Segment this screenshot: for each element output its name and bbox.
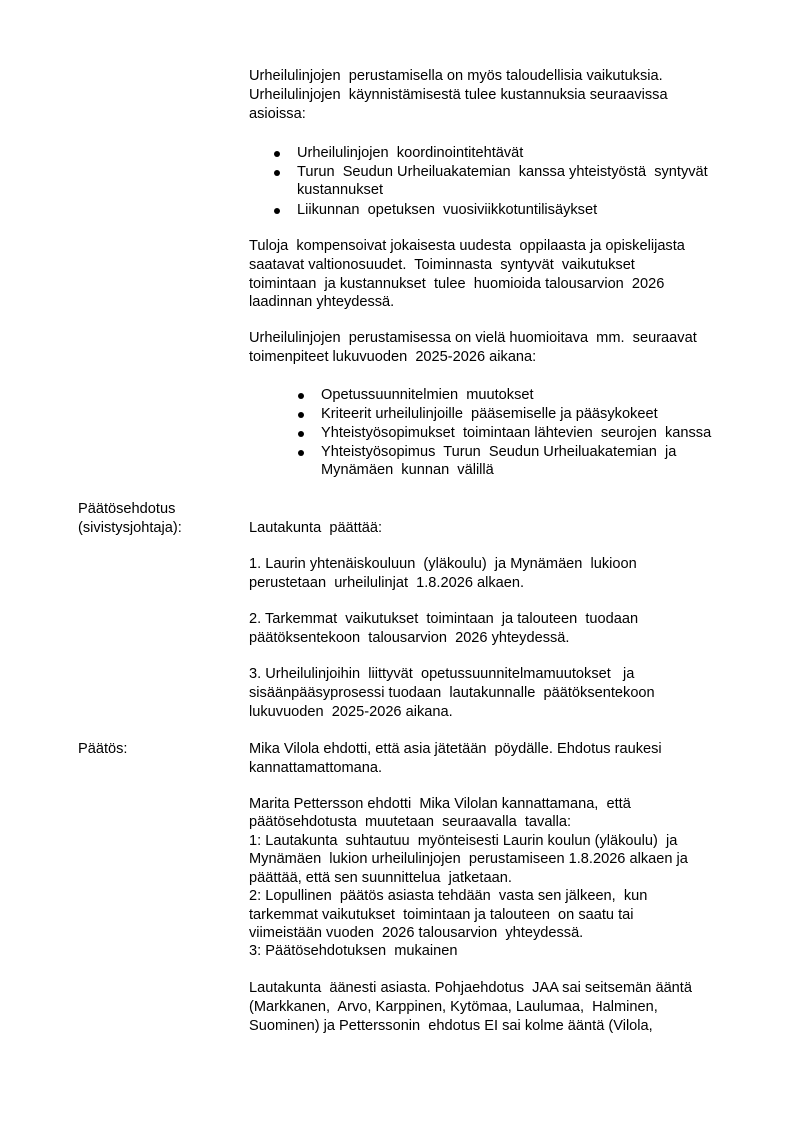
proposal-label: Päätösehdotus: [78, 501, 176, 517]
proposal-point: lukuvuoden 2025-2026 aikana.: [249, 704, 453, 720]
bullet-icon: [274, 208, 280, 214]
paragraph-line: laadinnan yhteydessä.: [249, 294, 395, 310]
decision-line: 1: Lautakunta suhtautuu myönteisesti Laurin koulun (yläkoulu) ja: [249, 833, 678, 849]
proposal-heading: Lautakunta päättää:: [249, 520, 383, 536]
proposal-label: (sivistysjohtaja):: [78, 520, 182, 536]
list-item: Urheilulinjojen koordinointitehtävät: [297, 145, 524, 161]
proposal-point: 1. Laurin yhtenäiskouluun (yläkoulu) ja Mynämäen lukioon: [249, 556, 637, 572]
list-item: Yhteistyösopimus Turun Seudun Urheiluakatemian ja: [321, 444, 677, 460]
list-item: Liikunnan opetuksen vuosiviikkotuntilisäykset: [297, 202, 598, 218]
paragraph-line: toimenpiteet lukuvuoden 2025-2026 aikana:: [249, 349, 537, 365]
decision-line: 2: Lopullinen päätös asiasta tehdään vasta sen jälkeen, kun: [249, 888, 648, 904]
list-item: Kriteerit urheilulinjoille pääsemiselle ja pääsykokeet: [321, 406, 658, 422]
decision-line: 3: Päätösehdotuksen mukainen: [249, 943, 458, 959]
list-item-continuation: Mynämäen kunnan välillä: [321, 462, 494, 478]
list-item: Turun Seudun Urheiluakatemian kanssa yhteistyöstä syntyvät: [297, 164, 708, 180]
proposal-point: perustetaan urheilulinjat 1.8.2026 alkaen.: [249, 575, 525, 591]
intro-line: Urheilulinjojen käynnistämisestä tulee kustannuksia seuraavissa: [249, 87, 668, 103]
decision-line: Mika Vilola ehdotti, että asia jätetään pöydälle. Ehdotus raukesi: [249, 741, 662, 757]
paragraph-line: Urheilulinjojen perustamisessa on vielä huomioitava mm. seuraavat: [249, 330, 697, 346]
bullet-icon: [298, 431, 304, 437]
proposal-point: 3. Urheilulinjoihin liittyvät opetussuunnitelmamuutokset ja: [249, 666, 635, 682]
list-item: Opetussuunnitelmien muutokset: [321, 387, 534, 403]
proposal-point: 2. Tarkemmat vaikutukset toimintaan ja talouteen tuodaan: [249, 611, 639, 627]
decision-line: päättää, että sen suunnittelua jatketaan.: [249, 870, 512, 886]
bullet-icon: [298, 393, 304, 399]
list-item: Yhteistyösopimukset toimintaan lähtevien seurojen kanssa: [321, 425, 712, 441]
proposal-point: päätöksentekoon talousarvion 2026 yhteydessä.: [249, 630, 570, 646]
intro-line: asioissa:: [249, 106, 306, 122]
list-item-continuation: kustannukset: [297, 182, 383, 198]
decision-line: Suominen) ja Petterssonin ehdotus EI sai kolme ääntä (Vilola,: [249, 1018, 653, 1034]
decision-line: kannattamattomana.: [249, 760, 383, 776]
bullet-icon: [298, 450, 304, 456]
bullet-icon: [274, 170, 280, 176]
decision-line: tarkemmat vaikutukset toimintaan ja talouteen on saatu tai: [249, 907, 634, 923]
decision-label: Päätös:: [78, 741, 128, 757]
decision-line: viimeistään vuoden 2026 talousarvion yhteydessä.: [249, 925, 584, 941]
paragraph-line: toimintaan ja kustannukset tulee huomioida talousarvion 2026: [249, 276, 665, 292]
paragraph-line: Tuloja kompensoivat jokaisesta uudesta oppilaasta ja opiskelijasta: [249, 238, 685, 254]
decision-line: Mynämäen lukion urheilulinjojen perustamiseen 1.8.2026 alkaen ja: [249, 851, 688, 867]
bullet-icon: [274, 151, 280, 157]
decision-line: päätösehdotusta muutetaan seuraavalla tavalla:: [249, 814, 572, 830]
decision-line: (Markkanen, Arvo, Karppinen, Kytömaa, Laulumaa, Halminen,: [249, 999, 658, 1015]
paragraph-line: saatavat valtionosuudet. Toiminnasta syntyvät vaikutukset: [249, 257, 635, 273]
proposal-point: sisäänpääsyprosessi tuodaan lautakunnalle päätöksentekoon: [249, 685, 655, 701]
decision-line: Lautakunta äänesti asiasta. Pohjaehdotus JAA sai seitsemän ääntä: [249, 980, 692, 996]
decision-line: Marita Pettersson ehdotti Mika Vilolan kannattamana, että: [249, 796, 631, 812]
bullet-icon: [298, 412, 304, 418]
intro-line: Urheilulinjojen perustamisella on myös taloudellisia vaikutuksia.: [249, 68, 663, 84]
